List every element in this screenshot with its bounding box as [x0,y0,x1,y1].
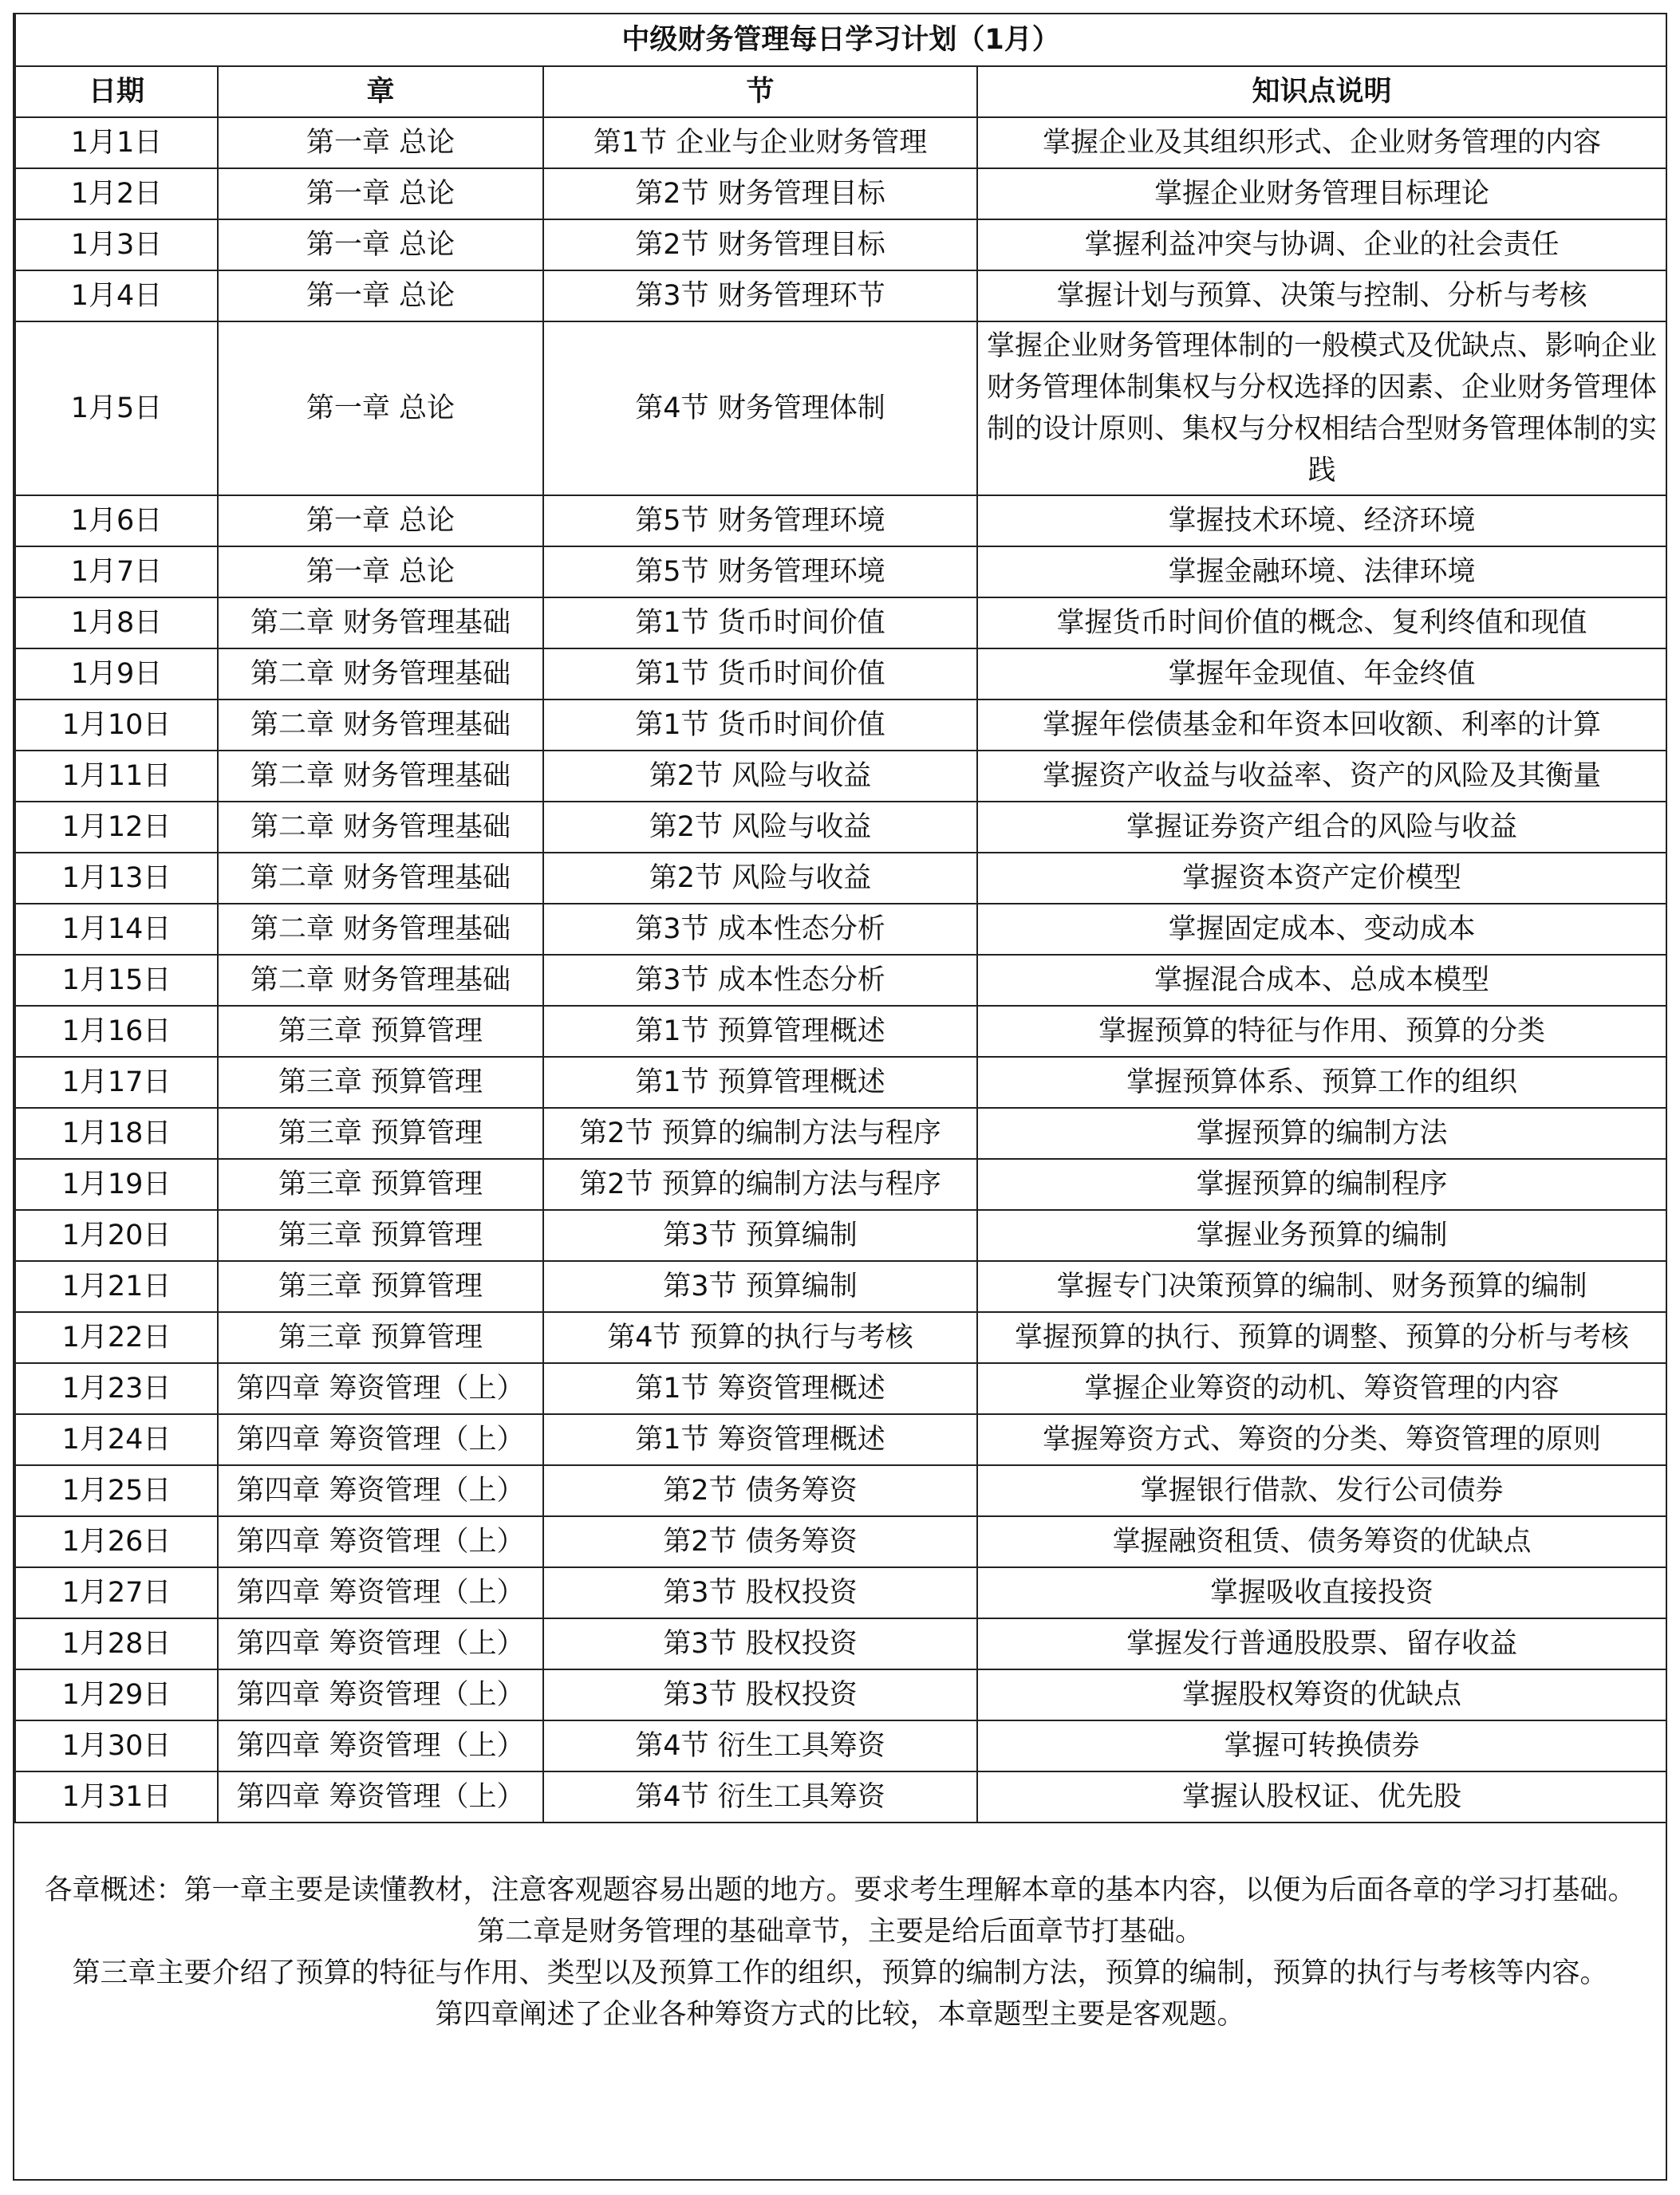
cell-knowledge: 掌握企业财务管理体制的一般模式及优缺点、影响企业财务管理体制集权与分权选择的因素、企业财务管理体制的设计原则、集权与分权相结合型财务管理体制的实践 [977,321,1666,495]
cell-section: 第4节 衍生工具筹资 [543,1771,977,1823]
cell-section: 第2节 预算的编制方法与程序 [543,1108,977,1159]
cell-knowledge: 掌握可转换债券 [977,1720,1666,1771]
cell-section: 第1节 筹资管理概述 [543,1414,977,1465]
cell-chapter: 第四章 筹资管理（上） [218,1363,543,1414]
cell-date: 1月27日 [15,1567,218,1618]
cell-date: 1月24日 [15,1414,218,1465]
cell-section: 第3节 预算编制 [543,1261,977,1312]
cell-date: 1月8日 [15,597,218,648]
cell-date: 1月2日 [15,168,218,219]
cell-section: 第4节 财务管理体制 [543,321,977,495]
cell-date: 1月31日 [15,1771,218,1823]
table-row [15,802,1666,853]
cell-date: 1月19日 [15,1159,218,1210]
cell-date: 1月25日 [15,1465,218,1516]
summary-line: 第四章阐述了企业各种筹资方式的比较，本章题型主要是客观题。 [435,1999,1245,2031]
header-date: 日期 [15,66,218,117]
cell-chapter: 第四章 筹资管理（上） [218,1720,543,1771]
cell-chapter: 第四章 筹资管理（上） [218,1465,543,1516]
cell-knowledge: 掌握年偿债基金和年资本回收额、利率的计算 [977,699,1666,751]
cell-knowledge: 掌握发行普通股股票、留存收益 [977,1618,1666,1669]
cell-knowledge: 掌握专门决策预算的编制、财务预算的编制 [977,1261,1666,1312]
cell-section: 第4节 预算的执行与考核 [543,1312,977,1363]
header-section: 节 [543,66,977,117]
cell-section: 第2节 风险与收益 [543,853,977,904]
cell-chapter: 第三章 预算管理 [218,1006,543,1057]
table-row [15,904,1666,955]
cell-knowledge: 掌握预算的特征与作用、预算的分类 [977,1006,1666,1057]
cell-knowledge: 掌握认股权证、优先股 [977,1771,1666,1823]
cell-knowledge: 掌握银行借款、发行公司债券 [977,1465,1666,1516]
cell-knowledge: 掌握企业筹资的动机、筹资管理的内容 [977,1363,1666,1414]
cell-section: 第4节 衍生工具筹资 [543,1720,977,1771]
cell-section: 第1节 筹资管理概述 [543,1363,977,1414]
table-row [15,1465,1666,1516]
cell-knowledge: 掌握利益冲突与协调、企业的社会责任 [977,219,1666,270]
cell-knowledge: 掌握预算体系、预算工作的组织 [977,1057,1666,1108]
cell-date: 1月4日 [15,270,218,321]
cell-chapter: 第一章 总论 [218,117,543,168]
chapter-summary [14,1870,1666,2035]
cell-knowledge: 掌握计划与预算、决策与控制、分析与考核 [977,270,1666,321]
cell-chapter: 第四章 筹资管理（上） [218,1516,543,1567]
cell-section: 第2节 财务管理目标 [543,219,977,270]
cell-date: 1月28日 [15,1618,218,1669]
cell-knowledge: 掌握预算的编制程序 [977,1159,1666,1210]
cell-chapter: 第二章 财务管理基础 [218,853,543,904]
table-row [15,1618,1666,1669]
table-row [15,1669,1666,1720]
cell-section: 第2节 财务管理目标 [543,168,977,219]
cell-section: 第2节 预算的编制方法与程序 [543,1159,977,1210]
summary-line: 各章概述：第一章主要是读懂教材，注意客观题容易出题的地方。要求考生理解本章的基本内容，以便为后面各章的学习打基础。 [44,1874,1636,1906]
table-row [15,1006,1666,1057]
cell-knowledge: 掌握筹资方式、筹资的分类、筹资管理的原则 [977,1414,1666,1465]
table-row [15,270,1666,321]
cell-section: 第3节 股权投资 [543,1618,977,1669]
cell-chapter: 第三章 预算管理 [218,1210,543,1261]
cell-section: 第2节 风险与收益 [543,751,977,802]
cell-chapter: 第二章 财务管理基础 [218,699,543,751]
table-row [15,699,1666,751]
title-row [15,14,1666,66]
cell-knowledge: 掌握年金现值、年金终值 [977,648,1666,699]
cell-chapter: 第四章 筹资管理（上） [218,1669,543,1720]
study-plan-sheet [13,13,1667,2181]
cell-chapter: 第二章 财务管理基础 [218,904,543,955]
table-title: 中级财务管理每日学习计划（1月） [15,14,1666,66]
cell-date: 1月11日 [15,751,218,802]
cell-date: 1月1日 [15,117,218,168]
cell-date: 1月17日 [15,1057,218,1108]
cell-knowledge: 掌握证券资产组合的风险与收益 [977,802,1666,853]
cell-knowledge: 掌握业务预算的编制 [977,1210,1666,1261]
cell-knowledge: 掌握固定成本、变动成本 [977,904,1666,955]
cell-section: 第3节 成本性态分析 [543,904,977,955]
cell-date: 1月21日 [15,1261,218,1312]
cell-knowledge: 掌握混合成本、总成本模型 [977,955,1666,1006]
cell-knowledge: 掌握股权筹资的优缺点 [977,1669,1666,1720]
cell-section: 第3节 预算编制 [543,1210,977,1261]
cell-knowledge: 掌握资产收益与收益率、资产的风险及其衡量 [977,751,1666,802]
cell-date: 1月6日 [15,495,218,546]
cell-date: 1月16日 [15,1006,218,1057]
cell-chapter: 第四章 筹资管理（上） [218,1618,543,1669]
cell-date: 1月23日 [15,1363,218,1414]
table-row [15,597,1666,648]
cell-section: 第3节 股权投资 [543,1669,977,1720]
cell-section: 第1节 企业与企业财务管理 [543,117,977,168]
table-row [15,1516,1666,1567]
cell-section: 第1节 货币时间价值 [543,648,977,699]
cell-chapter: 第四章 筹资管理（上） [218,1771,543,1823]
table-row [15,1159,1666,1210]
table-row [15,1363,1666,1414]
cell-date: 1月9日 [15,648,218,699]
cell-chapter: 第三章 预算管理 [218,1108,543,1159]
cell-section: 第1节 预算管理概述 [543,1006,977,1057]
cell-chapter: 第三章 预算管理 [218,1057,543,1108]
summary-line: 第二章是财务管理的基础章节，主要是给后面章节打基础。 [476,1916,1203,1948]
table-row [15,751,1666,802]
cell-section: 第2节 债务筹资 [543,1465,977,1516]
cell-date: 1月20日 [15,1210,218,1261]
cell-chapter: 第二章 财务管理基础 [218,802,543,853]
cell-date: 1月15日 [15,955,218,1006]
table-row [15,219,1666,270]
cell-date: 1月3日 [15,219,218,270]
summary-line: 第三章主要介绍了预算的特征与作用、类型以及预算工作的组织，预算的编制方法，预算的编制，预算的执行与考核等内容。 [72,1957,1608,1989]
cell-chapter: 第四章 筹资管理（上） [218,1414,543,1465]
cell-chapter: 第二章 财务管理基础 [218,648,543,699]
cell-knowledge: 掌握吸收直接投资 [977,1567,1666,1618]
cell-section: 第3节 财务管理环节 [543,270,977,321]
cell-date: 1月14日 [15,904,218,955]
table-row [15,1771,1666,1823]
cell-date: 1月10日 [15,699,218,751]
table-row [15,495,1666,546]
table-row [15,1720,1666,1771]
header-knowledge: 知识点说明 [977,66,1666,117]
table-row [15,853,1666,904]
cell-section: 第3节 股权投资 [543,1567,977,1618]
cell-chapter: 第一章 总论 [218,495,543,546]
cell-chapter: 第二章 财务管理基础 [218,955,543,1006]
cell-date: 1月22日 [15,1312,218,1363]
cell-knowledge: 掌握企业财务管理目标理论 [977,168,1666,219]
cell-date: 1月13日 [15,853,218,904]
cell-section: 第2节 风险与收益 [543,802,977,853]
cell-section: 第1节 货币时间价值 [543,699,977,751]
cell-knowledge: 掌握预算的执行、预算的调整、预算的分析与考核 [977,1312,1666,1363]
cell-chapter: 第一章 总论 [218,546,543,597]
cell-date: 1月30日 [15,1720,218,1771]
cell-chapter: 第一章 总论 [218,270,543,321]
cell-date: 1月29日 [15,1669,218,1720]
table-row [15,1414,1666,1465]
cell-section: 第1节 货币时间价值 [543,597,977,648]
table-row [15,1210,1666,1261]
cell-section: 第5节 财务管理环境 [543,546,977,597]
cell-chapter: 第三章 预算管理 [218,1159,543,1210]
cell-section: 第1节 预算管理概述 [543,1057,977,1108]
table-row [15,546,1666,597]
table-row [15,1108,1666,1159]
table-row [15,1567,1666,1618]
cell-date: 1月7日 [15,546,218,597]
header-chapter: 章 [218,66,543,117]
cell-knowledge: 掌握金融环境、法律环境 [977,546,1666,597]
cell-chapter: 第一章 总论 [218,219,543,270]
cell-date: 1月5日 [15,321,218,495]
cell-knowledge: 掌握货币时间价值的概念、复利终值和现值 [977,597,1666,648]
cell-chapter: 第三章 预算管理 [218,1312,543,1363]
table-body [15,117,1666,1823]
table-row [15,1312,1666,1363]
table-row [15,648,1666,699]
cell-knowledge: 掌握融资租赁、债务筹资的优缺点 [977,1516,1666,1567]
cell-date: 1月12日 [15,802,218,853]
study-plan-table [14,14,1667,1823]
cell-knowledge: 掌握企业及其组织形式、企业财务管理的内容 [977,117,1666,168]
cell-section: 第5节 财务管理环境 [543,495,977,546]
cell-chapter: 第三章 预算管理 [218,1261,543,1312]
cell-knowledge: 掌握预算的编制方法 [977,1108,1666,1159]
cell-date: 1月18日 [15,1108,218,1159]
cell-section: 第3节 成本性态分析 [543,955,977,1006]
cell-chapter: 第一章 总论 [218,321,543,495]
table-row [15,1057,1666,1108]
table-row [15,321,1666,495]
table-row [15,168,1666,219]
cell-section: 第2节 债务筹资 [543,1516,977,1567]
header-row [15,66,1666,117]
cell-chapter: 第一章 总论 [218,168,543,219]
cell-chapter: 第二章 财务管理基础 [218,597,543,648]
table-row [15,955,1666,1006]
cell-chapter: 第四章 筹资管理（上） [218,1567,543,1618]
cell-date: 1月26日 [15,1516,218,1567]
cell-knowledge: 掌握技术环境、经济环境 [977,495,1666,546]
table-row [15,1261,1666,1312]
cell-chapter: 第二章 财务管理基础 [218,751,543,802]
cell-knowledge: 掌握资本资产定价模型 [977,853,1666,904]
table-row [15,117,1666,168]
